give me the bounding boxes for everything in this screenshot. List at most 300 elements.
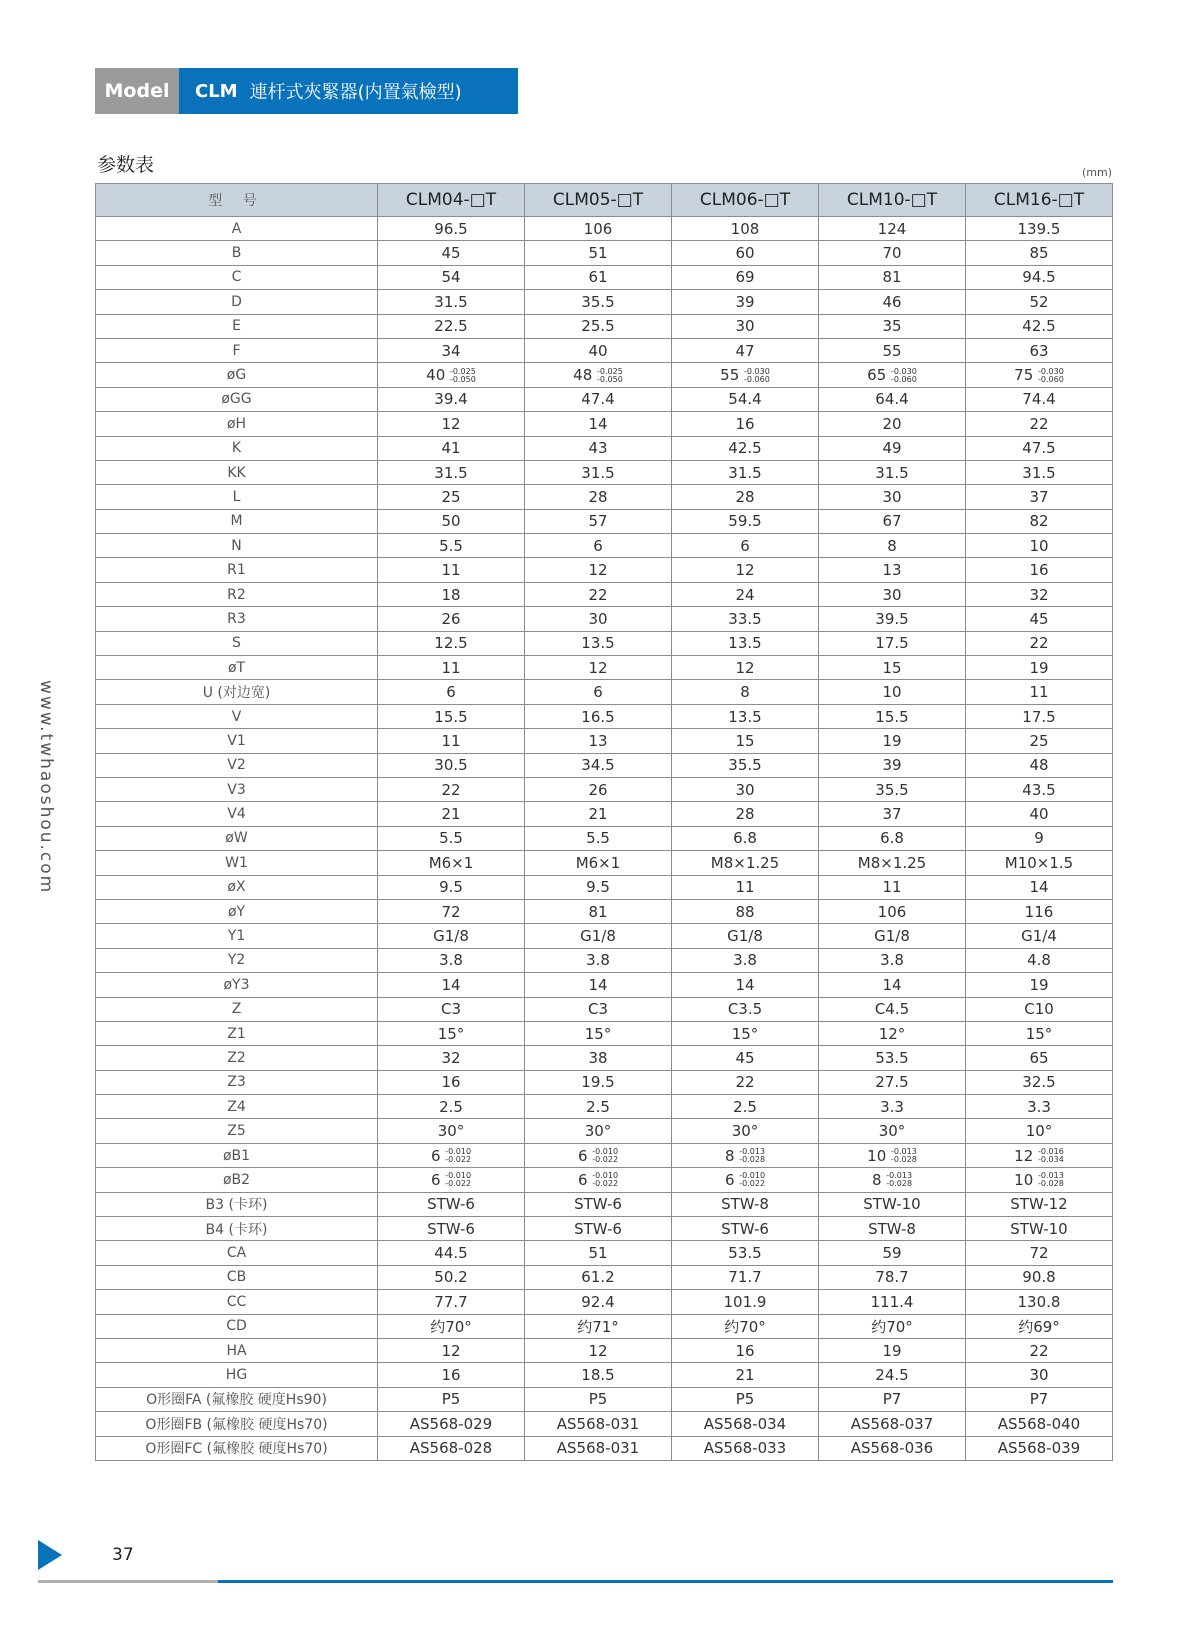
table-row [96,631,1113,655]
value-cell: 26 [378,607,525,631]
value-cell: P7 [966,1387,1113,1411]
param-cell: C [96,265,378,289]
table-row [96,1070,1113,1094]
value-cell: 8 -0.013 -0.028 [672,1143,819,1167]
value-cell: 10 -0.013 -0.028 [819,1143,966,1167]
table-row [96,1168,1113,1192]
table-row [96,1046,1113,1070]
value-cell: 3.8 [378,948,525,972]
value-cell: 41 [378,436,525,460]
value-cell: 6 [525,680,672,704]
header-param: 型 号 [96,184,378,217]
table-row [96,412,1113,436]
value-cell: 12 [525,558,672,582]
param-cell: B3 (卡环) [96,1192,378,1216]
value-cell: 21 [525,802,672,826]
value-cell: 37 [819,802,966,826]
table-row [96,485,1113,509]
param-cell: E [96,314,378,338]
value-cell: 40 [525,338,672,362]
table-row [96,1412,1113,1436]
value-cell: 59 [819,1241,966,1265]
value-cell: 9.5 [525,875,672,899]
tolerance: -0.013 -0.028 [886,1171,913,1189]
model-header [95,68,518,114]
value-cell: 30 [966,1363,1113,1387]
parameter-table [95,183,1113,1461]
value-cell: 35.5 [672,753,819,777]
table-row [96,656,1113,680]
value-cell: 9.5 [378,875,525,899]
value-cell: 8 [672,680,819,704]
column-header: CLM16-□T [966,184,1113,217]
value-cell: 14 [966,875,1113,899]
table-row [96,582,1113,606]
tolerance: -0.030 -0.060 [1038,366,1064,384]
value-cell: 26 [525,777,672,801]
value-cell: 44.5 [378,1241,525,1265]
value-cell: 94.5 [966,265,1113,289]
value-cell: 116 [966,899,1113,923]
value-cell: 5.5 [525,826,672,850]
value-cell: 30 [819,485,966,509]
table-row [96,509,1113,533]
table-row [96,924,1113,948]
value-cell: 12 -0.016 -0.034 [966,1143,1113,1167]
param-cell: O形圈FC (氟橡胶 硬度Hs70) [96,1436,378,1460]
value-cell: 54.4 [672,387,819,411]
value-cell: 130.8 [966,1290,1113,1314]
table-row [96,607,1113,631]
value-cell: 19 [966,973,1113,997]
table-row [96,387,1113,411]
table-row [96,1290,1113,1314]
value-cell: 25 [966,729,1113,753]
value-cell: 6 -0.010 -0.022 [378,1168,525,1192]
value-cell: 124 [819,217,966,241]
value-cell: 14 [525,412,672,436]
value-cell: 17.5 [819,631,966,655]
value-cell: G1/8 [525,924,672,948]
value-cell: 111.4 [819,1290,966,1314]
tolerance: -0.016 -0.034 [1038,1147,1064,1165]
param-cell: øH [96,412,378,436]
param-cell: CB [96,1265,378,1289]
value-cell: 35 [819,314,966,338]
table-row [96,777,1113,801]
value-cell: 9 [966,826,1113,850]
value-cell: STW-8 [819,1217,966,1241]
value-cell: 11 [378,656,525,680]
value-cell: 39.4 [378,387,525,411]
value-cell: 39 [819,753,966,777]
value-cell: 88 [672,899,819,923]
value-cell: AS568-040 [966,1412,1113,1436]
value-cell: 16 [672,1338,819,1362]
param-cell: øT [96,656,378,680]
value-cell: 60 [672,241,819,265]
value-cell: 6 [525,534,672,558]
table-row [96,1192,1113,1216]
value-cell: STW-6 [378,1217,525,1241]
value-cell: 32 [966,582,1113,606]
param-cell: CD [96,1314,378,1338]
value-cell: 48 -0.025 -0.050 [525,363,672,387]
value-cell: 59.5 [672,509,819,533]
value-cell: 13.5 [525,631,672,655]
table-row [96,1095,1113,1119]
value-cell: STW-6 [672,1217,819,1241]
value-cell: 51 [525,1241,672,1265]
table-row [96,899,1113,923]
value-cell: 13.5 [672,704,819,728]
value-cell: 30° [378,1119,525,1143]
param-cell: Y2 [96,948,378,972]
tolerance: -0.010 -0.022 [445,1147,472,1165]
param-cell: A [96,217,378,241]
value-cell: 11 [819,875,966,899]
value-cell: 28 [525,485,672,509]
value-cell: 50 [378,509,525,533]
param-cell: V [96,704,378,728]
footer-rule-gray [38,1580,218,1583]
value-cell: 92.4 [525,1290,672,1314]
value-cell: 54 [378,265,525,289]
value-cell: 31.5 [525,460,672,484]
value-cell: M8×1.25 [672,851,819,875]
value-cell: 3.8 [672,948,819,972]
value-cell: P7 [819,1387,966,1411]
table-row [96,1314,1113,1338]
table-row [96,753,1113,777]
value-cell: G1/8 [819,924,966,948]
value-cell: 28 [672,802,819,826]
value-cell: 27.5 [819,1070,966,1094]
table-row [96,290,1113,314]
param-cell: Z [96,997,378,1021]
value-cell: 15° [525,1021,672,1045]
value-cell: 47.5 [966,436,1113,460]
param-cell: S [96,631,378,655]
value-cell: 106 [525,217,672,241]
value-cell: STW-6 [378,1192,525,1216]
value-cell: 139.5 [966,217,1113,241]
unit-label: (mm) [1081,166,1112,179]
tolerance: -0.010 -0.022 [739,1171,766,1189]
table-row [96,802,1113,826]
value-cell: 30° [819,1119,966,1143]
value-cell: 22 [672,1070,819,1094]
value-cell: 31.5 [378,290,525,314]
value-cell: 108 [672,217,819,241]
table-row [96,314,1113,338]
value-cell: 61 [525,265,672,289]
value-cell: 11 [966,680,1113,704]
param-cell: Y1 [96,924,378,948]
value-cell: 10 [966,534,1113,558]
value-cell: 3.3 [966,1095,1113,1119]
value-cell: 39.5 [819,607,966,631]
value-cell: 22 [966,1338,1113,1362]
param-cell: R2 [96,582,378,606]
tolerance: -0.010 -0.022 [592,1147,619,1165]
param-cell: O形圈FA (氟橡胶 硬度Hs90) [96,1387,378,1411]
value-cell: 30 [672,777,819,801]
column-header: CLM05-□T [525,184,672,217]
value-cell: 40 [966,802,1113,826]
value-cell: 24.5 [819,1363,966,1387]
value-cell: 90.8 [966,1265,1113,1289]
value-cell: 20 [819,412,966,436]
value-cell: 约71° [525,1314,672,1338]
value-cell: 15° [672,1021,819,1045]
tolerance: -0.013 -0.028 [1038,1171,1064,1189]
value-cell: 约70° [819,1314,966,1338]
param-cell: R1 [96,558,378,582]
value-cell: 6 [378,680,525,704]
value-cell: 6 -0.010 -0.022 [525,1168,672,1192]
value-cell: 11 [672,875,819,899]
value-cell: 15.5 [378,704,525,728]
value-cell: 3.3 [819,1095,966,1119]
table-row [96,1241,1113,1265]
tolerance: -0.025 -0.050 [597,366,623,384]
value-cell: P5 [672,1387,819,1411]
value-cell: 10 [819,680,966,704]
value-cell: 约69° [966,1314,1113,1338]
value-cell: 16 [378,1363,525,1387]
side-url [30,680,60,900]
value-cell: 61.2 [525,1265,672,1289]
param-cell: øGG [96,387,378,411]
value-cell: C10 [966,997,1113,1021]
value-cell: 70 [819,241,966,265]
value-cell: 18.5 [525,1363,672,1387]
value-cell: 14 [672,973,819,997]
value-cell: P5 [525,1387,672,1411]
value-cell: 34 [378,338,525,362]
column-header: CLM06-□T [672,184,819,217]
value-cell: 72 [966,1241,1113,1265]
value-cell: STW-10 [966,1217,1113,1241]
value-cell: 74.4 [966,387,1113,411]
tolerance: -0.025 -0.050 [450,366,476,384]
table-row [96,997,1113,1021]
value-cell: AS568-037 [819,1412,966,1436]
value-cell: 72 [378,899,525,923]
value-cell: 16 [966,558,1113,582]
value-cell: 30 [525,607,672,631]
value-cell: STW-6 [525,1217,672,1241]
param-cell: Z5 [96,1119,378,1143]
value-cell: 30° [525,1119,672,1143]
value-cell: 30.5 [378,753,525,777]
value-cell: 18 [378,582,525,606]
section-title: 参数表 [97,154,155,176]
model-label: Model [95,68,179,114]
value-cell: AS568-028 [378,1436,525,1460]
param-cell: Z1 [96,1021,378,1045]
value-cell: 22 [525,582,672,606]
value-cell: 30° [672,1119,819,1143]
param-cell: øW [96,826,378,850]
table-row [96,460,1113,484]
value-cell: C4.5 [819,997,966,1021]
value-cell: 40 -0.025 -0.050 [378,363,525,387]
value-cell: 42.5 [672,436,819,460]
value-cell: 55 -0.030 -0.060 [672,363,819,387]
value-cell: 75 -0.030 -0.060 [966,363,1113,387]
value-cell: 19 [819,1338,966,1362]
value-cell: 6 -0.010 -0.022 [378,1143,525,1167]
model-code: CLM [195,80,238,102]
table-row [96,363,1113,387]
value-cell: STW-6 [525,1192,672,1216]
param-cell: øX [96,875,378,899]
value-cell: 14 [525,973,672,997]
value-cell: 57 [525,509,672,533]
param-cell: øY3 [96,973,378,997]
value-cell: 6 -0.010 -0.022 [672,1168,819,1192]
value-cell: AS568-039 [966,1436,1113,1460]
value-cell: 32 [378,1046,525,1070]
value-cell: 11 [378,558,525,582]
value-cell: 34.5 [525,753,672,777]
value-cell: 35.5 [819,777,966,801]
value-cell: 32.5 [966,1070,1113,1094]
value-cell: 15 [672,729,819,753]
value-cell: 约70° [672,1314,819,1338]
param-cell: F [96,338,378,362]
side-url-text: www.twhaoshou.com [36,680,56,895]
value-cell: 5.5 [378,534,525,558]
value-cell: 81 [819,265,966,289]
value-cell: 49 [819,436,966,460]
tolerance: -0.010 -0.022 [592,1171,619,1189]
value-cell: 30 [819,582,966,606]
model-title: 連杆式夾緊器(内置氣檢型) [249,82,462,103]
value-cell: 22.5 [378,314,525,338]
value-cell: 69 [672,265,819,289]
value-cell: C3.5 [672,997,819,1021]
value-cell: 37 [966,485,1113,509]
value-cell: 19 [966,656,1113,680]
table-row [96,1217,1113,1241]
value-cell: M10×1.5 [966,851,1113,875]
table-row [96,1265,1113,1289]
value-cell: 39 [672,290,819,314]
value-cell: 65 -0.030 -0.060 [819,363,966,387]
table-row [96,1363,1113,1387]
table-row [96,1119,1113,1143]
table-row [96,558,1113,582]
tolerance: -0.013 -0.028 [891,1147,917,1165]
value-cell: STW-12 [966,1192,1113,1216]
value-cell: 85 [966,241,1113,265]
value-cell: 12 [525,656,672,680]
value-cell: 48 [966,753,1113,777]
param-cell: B [96,241,378,265]
value-cell: 25.5 [525,314,672,338]
value-cell: 81 [525,899,672,923]
value-cell: 77.7 [378,1290,525,1314]
page-number: 37 [112,1545,134,1565]
column-header: CLM04-□T [378,184,525,217]
tolerance: -0.030 -0.060 [891,366,917,384]
value-cell: AS568-031 [525,1436,672,1460]
value-cell: 38 [525,1046,672,1070]
value-cell: 12 [672,558,819,582]
value-cell: 10 -0.013 -0.028 [966,1168,1113,1192]
value-cell: 71.7 [672,1265,819,1289]
table-row [96,1338,1113,1362]
value-cell: 22 [966,412,1113,436]
value-cell: 55 [819,338,966,362]
value-cell: 24 [672,582,819,606]
param-cell: øB2 [96,1168,378,1192]
value-cell: 21 [378,802,525,826]
param-cell: Z2 [96,1046,378,1070]
column-header: CLM10-□T [819,184,966,217]
value-cell: 12.5 [378,631,525,655]
param-cell: HG [96,1363,378,1387]
value-cell: 22 [966,631,1113,655]
table-row [96,1387,1113,1411]
value-cell: 10° [966,1119,1113,1143]
value-cell: 43 [525,436,672,460]
param-cell: R3 [96,607,378,631]
param-cell: Z3 [96,1070,378,1094]
value-cell: 33.5 [672,607,819,631]
value-cell: 52 [966,290,1113,314]
value-cell: G1/8 [378,924,525,948]
table-row [96,826,1113,850]
footer-rule-blue [218,1580,1113,1583]
table-row [96,338,1113,362]
value-cell: 106 [819,899,966,923]
value-cell: 28 [672,485,819,509]
value-cell: 43.5 [966,777,1113,801]
table-row [96,1436,1113,1460]
param-cell: K [96,436,378,460]
page-arrow-icon [38,1540,62,1570]
param-cell: V1 [96,729,378,753]
param-cell: øB1 [96,1143,378,1167]
value-cell: AS568-036 [819,1436,966,1460]
param-cell: øY [96,899,378,923]
value-cell: 15 [819,656,966,680]
param-cell: Z4 [96,1095,378,1119]
value-cell: 3.8 [819,948,966,972]
value-cell: 8 [819,534,966,558]
table-row [96,436,1113,460]
value-cell: 53.5 [819,1046,966,1070]
value-cell: AS568-033 [672,1436,819,1460]
value-cell: 6 [672,534,819,558]
value-cell: 16 [672,412,819,436]
param-cell: CC [96,1290,378,1314]
value-cell: G1/8 [672,924,819,948]
value-cell: 14 [378,973,525,997]
value-cell: 45 [672,1046,819,1070]
table-row [96,241,1113,265]
value-cell: M6×1 [378,851,525,875]
value-cell: 50.2 [378,1265,525,1289]
value-cell: 8 -0.013 -0.028 [819,1168,966,1192]
value-cell: 13 [819,558,966,582]
param-cell: M [96,509,378,533]
value-cell: 31.5 [966,460,1113,484]
